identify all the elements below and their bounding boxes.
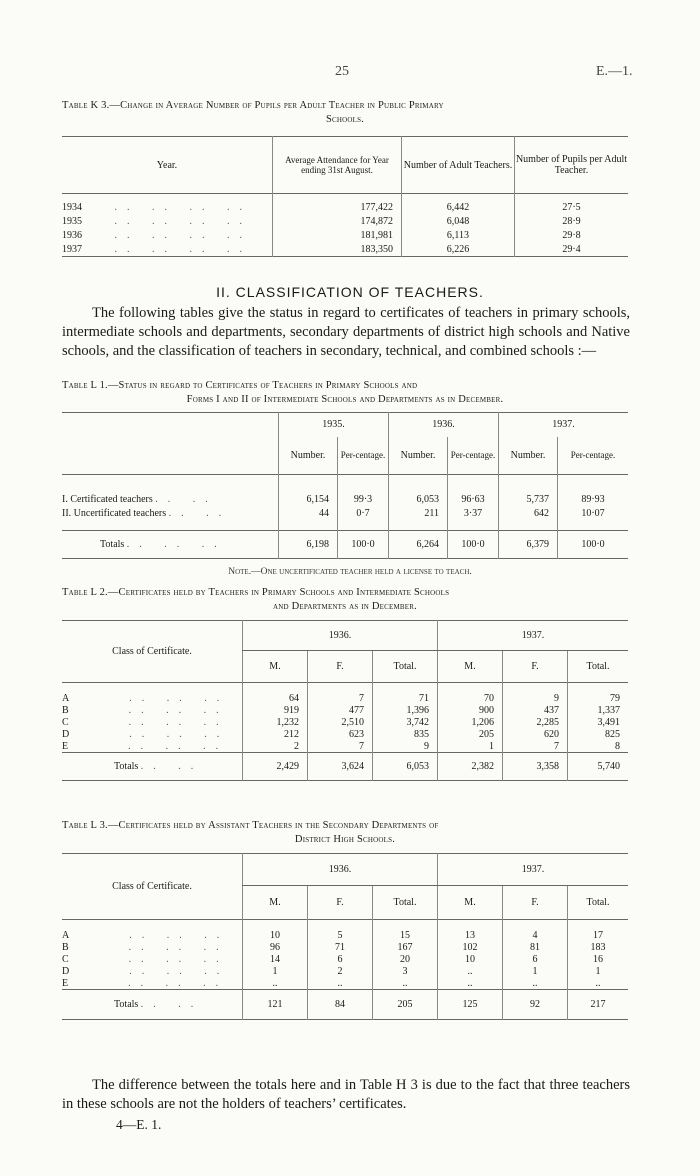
l2-total: 6,053 [373, 753, 438, 781]
table-row: 1936 .. .. .. .. 181,981 6,113 29·8 [62, 229, 628, 243]
l2-class: E [62, 740, 69, 752]
l2-cell: 79 [568, 693, 629, 705]
k3-attendance: 177,422 [273, 201, 402, 215]
l3-cell: .. [438, 978, 503, 990]
k3-header-year: Year. [156, 159, 178, 171]
table-row: E .. .. .. .. .. .. .. .. .. [62, 978, 628, 990]
l3-total: 205 [373, 990, 438, 1020]
l3-subheader-total: Total. [568, 886, 629, 920]
table-k3-caption-cont: Schools. [325, 114, 365, 125]
l3-cell: .. [503, 978, 568, 990]
table-row: B .. .. .. 919 477 1,396 900 437 1,337 [62, 705, 628, 717]
l2-class-header: Class of Certificate. [112, 646, 192, 657]
k3-ratio: 29·4 [515, 243, 629, 257]
l3-cell: 15 [373, 930, 438, 942]
table-row: B .. .. .. 96 71 167 102 81 183 [62, 942, 628, 954]
table-row: D .. .. .. 1 2 3 .. 1 1 [62, 966, 628, 978]
l3-subheader-f: F. [308, 886, 373, 920]
l3-cell: 167 [373, 942, 438, 954]
table-k3 [62, 136, 628, 257]
l1-total: 100·0 [338, 531, 389, 559]
l2-cell: 620 [503, 729, 568, 741]
l1-subheader-number: Number. [499, 437, 558, 475]
table-l3-caption [62, 819, 628, 847]
table-row: C .. .. .. 1,232 2,510 3,742 1,206 2,285 3,491 [62, 717, 628, 729]
l1-cell: 0·7 [338, 507, 389, 521]
l1-year-1937: 1937. [499, 413, 629, 437]
l2-total: 2,382 [438, 753, 503, 781]
l1-total: 100·0 [558, 531, 629, 559]
l1-cell: 211 [389, 507, 448, 521]
l2-class: D [62, 729, 70, 740]
l3-cell: 10 [243, 930, 308, 942]
l2-cell: 1 [438, 741, 503, 753]
l3-total: 84 [308, 990, 373, 1020]
l2-cell: 1,337 [568, 705, 629, 717]
l3-cell: 5 [308, 930, 373, 942]
l1-subheader-percentage: Per-centage. [558, 437, 629, 475]
l3-total: 125 [438, 990, 503, 1020]
document-code: E.—1. [596, 64, 633, 79]
l3-class: C [62, 954, 69, 965]
l1-cell: 96·63 [448, 493, 499, 507]
table-l1-caption [62, 379, 628, 407]
l2-cell: 835 [373, 729, 438, 741]
l1-cell: 6,154 [279, 493, 338, 507]
k3-header-teachers: Number of Adult Teachers. [402, 137, 515, 194]
table-row: A .. .. .. 64 7 71 70 9 79 [62, 693, 628, 705]
l3-total: 217 [568, 990, 629, 1020]
l3-cell: 13 [438, 930, 503, 942]
k3-ratio: 27·5 [515, 201, 629, 215]
l2-cell: 9 [503, 693, 568, 705]
l1-total: 6,264 [389, 531, 448, 559]
l3-cell: 16 [568, 954, 629, 966]
l2-cell: 1,232 [243, 717, 308, 729]
l1-cell: 10·07 [558, 507, 629, 521]
table-l1 [62, 412, 628, 559]
l2-cell: 477 [308, 705, 373, 717]
closing-paragraph [62, 1076, 630, 1114]
intro-paragraph [62, 304, 630, 361]
closing-paragraph-text: The difference between the totals here and in Table H 3 is due to the fact that three teachers in these schools are not the holders of teachers’ certificates. [62, 1077, 630, 1112]
l3-class-header: Class of Certificate. [112, 881, 192, 892]
l3-cell: 1 [243, 966, 308, 978]
l1-row-label: I. Certificated teachers [62, 494, 153, 505]
l2-cell: 7 [308, 693, 373, 705]
l2-total: 5,740 [568, 753, 629, 781]
totals-row: Totals .. .. .. 6,198 100·0 6,264 100·0 6,379 100·0 [62, 531, 628, 559]
k3-teachers: 6,226 [402, 243, 515, 257]
l3-cell: 10 [438, 954, 503, 966]
l2-class: A [62, 693, 70, 704]
l3-cell: 183 [568, 942, 629, 954]
table-l2-caption [62, 586, 628, 614]
l2-cell: 623 [308, 729, 373, 741]
l3-class: E [62, 977, 69, 989]
l3-cell: 1 [503, 966, 568, 978]
table-row: E .. .. .. 2 7 9 1 7 8 [62, 741, 628, 753]
totals-row: Totals .. .. 121 84 205 125 92 217 [62, 990, 628, 1020]
table-k3-caption [62, 99, 628, 127]
table-l3-caption-cont: District High Schools. [294, 834, 396, 845]
l2-cell: 3,491 [568, 717, 629, 729]
l3-total: 92 [503, 990, 568, 1020]
l2-cell: 1,396 [373, 705, 438, 717]
l2-class: B [62, 705, 69, 716]
l3-cell: 20 [373, 954, 438, 966]
l2-cell: 9 [373, 741, 438, 753]
table-l1-note: Note.—One uncertificated teacher held a license to teach. [228, 567, 472, 577]
l3-totals-label: Totals [114, 999, 139, 1010]
l3-subheader-total: Total. [373, 886, 438, 920]
l3-cell: 81 [503, 942, 568, 954]
l2-cell: 825 [568, 729, 629, 741]
l3-class: A [62, 930, 70, 941]
l3-year-1936: 1936. [243, 854, 438, 886]
l2-subheader-f: F. [503, 651, 568, 683]
l1-totals-label: Totals [100, 539, 125, 550]
l2-total: 3,624 [308, 753, 373, 781]
k3-header-attendance: Average Attendance for Year ending 31st August. [273, 137, 402, 194]
l3-total: 121 [243, 990, 308, 1020]
table-l1-caption-lead: Table L 1.—Status in regard to Certificates of Teachers in Primary Schools and [62, 380, 418, 391]
l1-cell: 44 [279, 507, 338, 521]
l2-total: 3,358 [503, 753, 568, 781]
l2-subheader-total: Total. [373, 651, 438, 683]
l3-cell: 102 [438, 942, 503, 954]
l2-cell: 2 [243, 741, 308, 753]
l1-subheader-number: Number. [279, 437, 338, 475]
l3-cell: 3 [373, 966, 438, 978]
l2-cell: 437 [503, 705, 568, 717]
l2-cell: 1,206 [438, 717, 503, 729]
l3-subheader-m: M. [243, 886, 308, 920]
table-l3-caption-lead: Table L 3.—Certificates held by Assistant Teachers in the Secondary Departments of [62, 820, 439, 831]
l1-subheader-percentage: Per-centage. [338, 437, 389, 475]
l1-cell: 6,053 [389, 493, 448, 507]
l2-cell: 7 [308, 741, 373, 753]
l3-cell: 17 [568, 930, 629, 942]
l3-cell: .. [373, 978, 438, 990]
k3-attendance: 181,981 [273, 229, 402, 243]
l1-cell: 642 [499, 507, 558, 521]
l1-year-1935: 1935. [279, 413, 389, 437]
l1-total: 6,379 [499, 531, 558, 559]
table-row: II. Uncertificated teachers .. .. 44 0·7 211 3·37 642 10·07 [62, 507, 628, 521]
l2-cell: 64 [243, 693, 308, 705]
l3-cell: 1 [568, 966, 629, 978]
l1-cell: 5,737 [499, 493, 558, 507]
l2-year-1936: 1936. [243, 621, 438, 651]
k3-attendance: 183,350 [273, 243, 402, 257]
l3-cell: 6 [308, 954, 373, 966]
l3-subheader-f: F. [503, 886, 568, 920]
l2-cell: 71 [373, 693, 438, 705]
table-row: 1934 .. .. .. .. 177,422 6,442 27·5 [62, 201, 628, 215]
l2-cell: 2,285 [503, 717, 568, 729]
k3-year: 1937 [62, 243, 82, 255]
l2-cell: 70 [438, 693, 503, 705]
l3-cell: 96 [243, 942, 308, 954]
l1-row-label: II. Uncertificated teachers [62, 508, 167, 519]
l2-cell: 205 [438, 729, 503, 741]
k3-year: 1934 [62, 202, 82, 213]
k3-teachers: 6,442 [402, 201, 515, 215]
l3-class: D [62, 966, 70, 977]
table-row: C .. .. .. 14 6 20 10 6 16 [62, 954, 628, 966]
l2-subheader-m: M. [243, 651, 308, 683]
l3-cell: 6 [503, 954, 568, 966]
l2-totals-label: Totals [114, 761, 139, 772]
l3-cell: .. [568, 978, 629, 990]
table-l3 [62, 853, 628, 1020]
section-title: II. CLASSIFICATION OF TEACHERS. [216, 284, 484, 300]
l1-total: 6,198 [279, 531, 338, 559]
l2-class: C [62, 717, 69, 728]
l3-cell: 14 [243, 954, 308, 966]
l2-cell: 919 [243, 705, 308, 717]
table-row: 1937 .. .. .. .. 183,350 6,226 29·4 [62, 243, 628, 257]
l2-year-1937: 1937. [438, 621, 629, 651]
k3-ratio: 28·9 [515, 215, 629, 229]
l3-cell: 4 [503, 930, 568, 942]
l3-year-1937: 1937. [438, 854, 629, 886]
l1-year-1936: 1936. [389, 413, 499, 437]
table-l1-caption-cont: Forms I and II of Intermediate Schools and Departments as in December. [186, 394, 504, 405]
l3-cell: 71 [308, 942, 373, 954]
l3-subheader-m: M. [438, 886, 503, 920]
l2-cell: 8 [568, 741, 629, 753]
l1-cell: 89·93 [558, 493, 629, 507]
l3-cell: .. [438, 966, 503, 978]
l2-cell: 212 [243, 729, 308, 741]
k3-attendance: 174,872 [273, 215, 402, 229]
table-row: D .. .. .. 212 623 835 205 620 825 [62, 729, 628, 741]
l3-cell: .. [243, 978, 308, 990]
table-l2 [62, 620, 628, 781]
l1-total: 100·0 [448, 531, 499, 559]
l1-cell: 3·37 [448, 507, 499, 521]
table-row: I. Certificated teachers .. .. 6,154 99·3 6,053 96·63 5,737 89·93 [62, 493, 628, 507]
page-number: 25 [335, 64, 349, 79]
l2-total: 2,429 [243, 753, 308, 781]
l2-subheader-f: F. [308, 651, 373, 683]
table-k3-caption-lead: Table K 3.—Change in Average Number of Pupils per Adult Teacher in Public Primary [62, 100, 444, 111]
l2-cell: 900 [438, 705, 503, 717]
k3-teachers: 6,048 [402, 215, 515, 229]
table-row: 1935 .. .. .. .. 174,872 6,048 28·9 [62, 215, 628, 229]
table-l2-caption-lead: Table L 2.—Certificates held by Teachers in Primary Schools and Intermediate Schools [62, 587, 450, 598]
l2-cell: 2,510 [308, 717, 373, 729]
l3-class: B [62, 942, 69, 953]
l1-cell: 99·3 [338, 493, 389, 507]
l2-subheader-m: M. [438, 651, 503, 683]
table-l2-caption-cont: and Departments as in December. [273, 601, 417, 612]
l1-subheader-number: Number. [389, 437, 448, 475]
l1-subheader-percentage: Per-centage. [448, 437, 499, 475]
totals-row: Totals .. .. 2,429 3,624 6,053 2,382 3,358 5,740 [62, 753, 628, 781]
page-footer: 4—E. 1. [116, 1117, 162, 1132]
k3-header-pupils-per-teacher: Number of Pupils per Adult Teacher. [515, 137, 629, 194]
intro-paragraph-text: The following tables give the status in regard to certificates of teachers in primary schools, intermediate schools and departments, secondary departments of district high schools and Native schools, and the classification of teachers in secondary, technical, and combined schools :— [62, 305, 630, 359]
l2-cell: 7 [503, 741, 568, 753]
l3-cell: 2 [308, 966, 373, 978]
k3-year: 1936 [62, 230, 82, 241]
l2-cell: 3,742 [373, 717, 438, 729]
l3-cell: .. [308, 978, 373, 990]
k3-ratio: 29·8 [515, 229, 629, 243]
table-row: A .. .. .. 10 5 15 13 4 17 [62, 930, 628, 942]
k3-year: 1935 [62, 216, 82, 227]
k3-teachers: 6,113 [402, 229, 515, 243]
l2-subheader-total: Total. [568, 651, 629, 683]
